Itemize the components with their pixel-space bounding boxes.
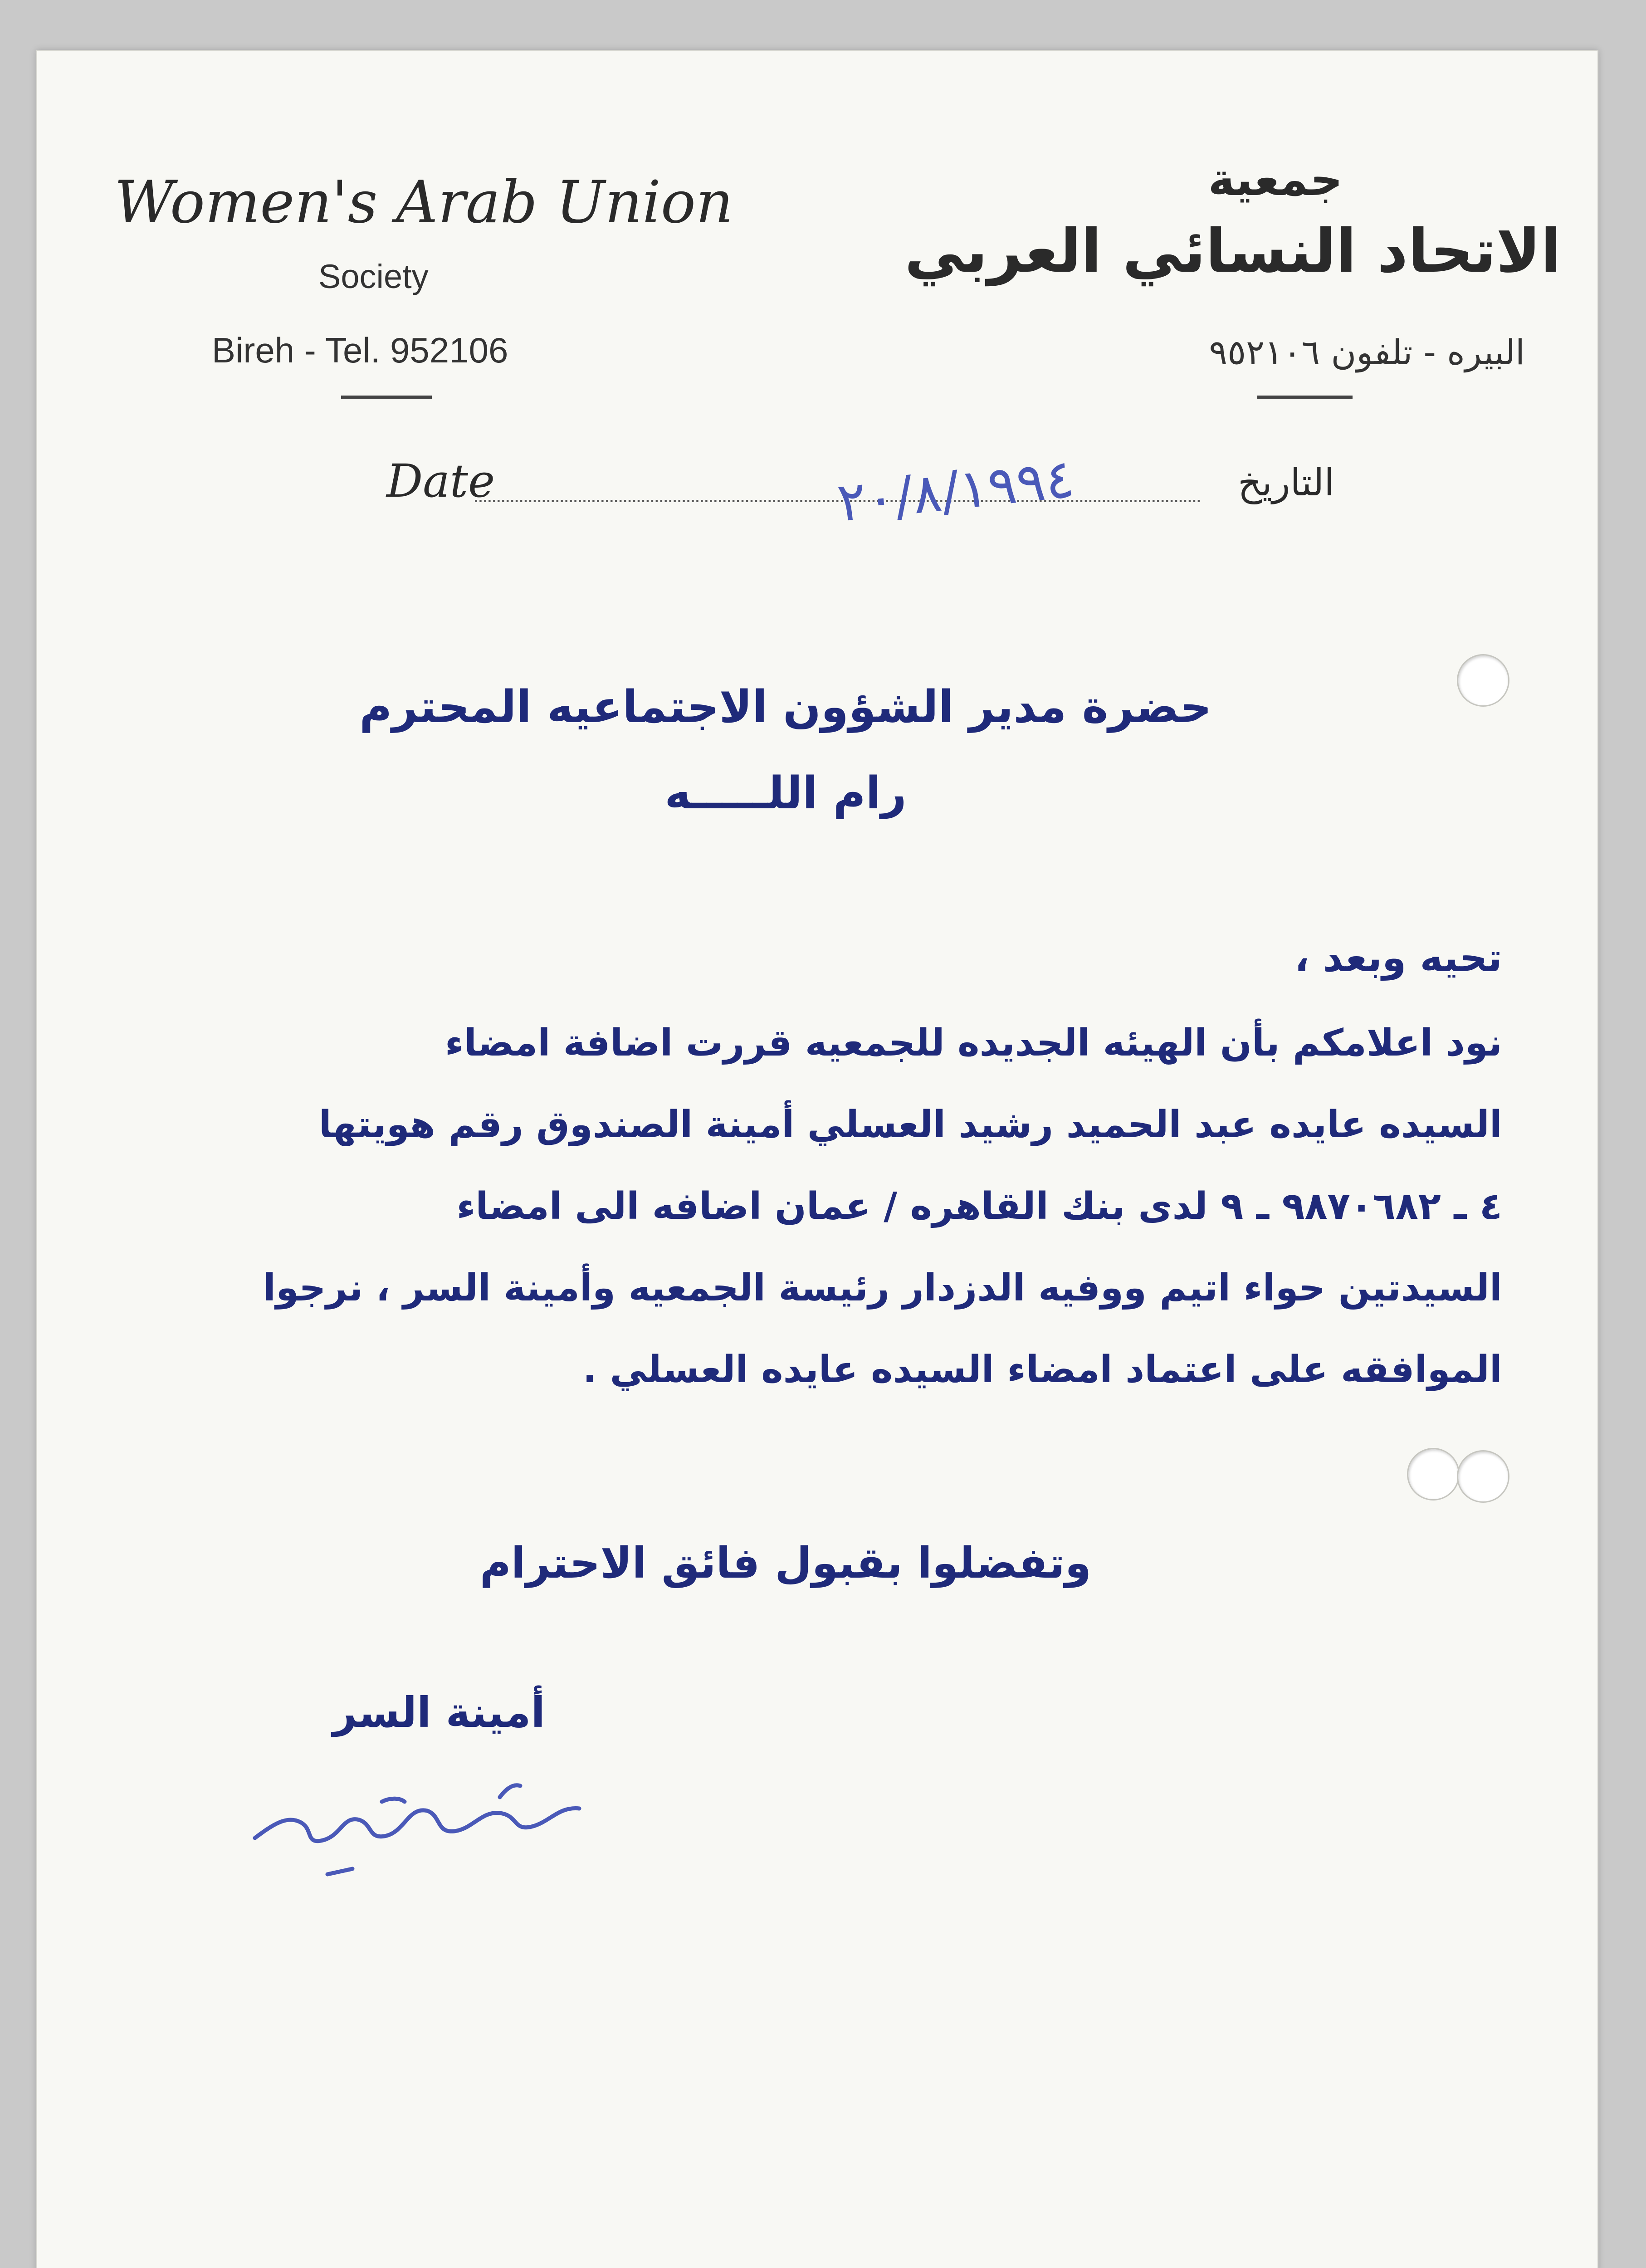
- letterhead-english-society: Society: [318, 258, 429, 295]
- signatory-title: أمينة السر: [332, 1688, 545, 1737]
- date-label-arabic: التاريخ: [1238, 461, 1334, 504]
- letterhead-english-name: Women's Arab Union: [114, 169, 733, 236]
- letter-page: [36, 50, 1598, 2268]
- letterhead-right-divider: [1257, 396, 1353, 399]
- date-label-english: Date: [386, 455, 495, 508]
- letterhead-english-phone: Bireh - Tel. 952106: [212, 330, 508, 370]
- letterhead-arabic-name: الاتحاد النسائي العربي: [904, 216, 1561, 286]
- letter-body-line: السيدتين حواء اتيم ووفيه الدزدار رئيسة الجمعيه وأمينة السر ، نرجوا: [263, 1266, 1502, 1310]
- letter-body-line: السيده عايده عبد الحميد رشيد العسلي أمينة الصندوق رقم هويتها: [318, 1103, 1502, 1146]
- letterhead-arabic-society: جمعية: [1208, 153, 1343, 206]
- punched-hole-icon: [1457, 1450, 1509, 1503]
- handwritten-signature-icon: [246, 1747, 591, 1883]
- letter-closing: وتفضلوا بقبول فائق الاحترام: [479, 1539, 1092, 1588]
- letterhead-left-divider: [341, 396, 432, 399]
- letter-city: رام اللـــــه: [664, 767, 907, 819]
- letter-greeting: تحيه وبعد ،: [1294, 935, 1502, 981]
- letter-body-line: ٤ ـ ٩٨٧٠٦٨٢ ـ ٩ لدى بنك القاهره / عمان اضافه الى امضاء: [456, 1185, 1502, 1228]
- date-handwritten-value: ٢٠/٨/١٩٩٤: [834, 447, 1077, 534]
- letter-body-line: الموافقه على اعتماد امضاء السيده عايده العسلي .: [582, 1348, 1502, 1391]
- punched-hole-icon: [1457, 654, 1509, 707]
- letterhead-arabic-phone: البيره - تلفون ٩٥٢١٠٦: [1209, 332, 1525, 372]
- punched-hole-icon: [1407, 1448, 1460, 1501]
- letter-recipient: حضرة مدير الشؤون الاجتماعيه المحترم: [359, 681, 1212, 733]
- letter-body-line: نود اعلامكم بأن الهيئه الجديده للجمعيه قررت اضافة امضاء: [444, 1022, 1502, 1065]
